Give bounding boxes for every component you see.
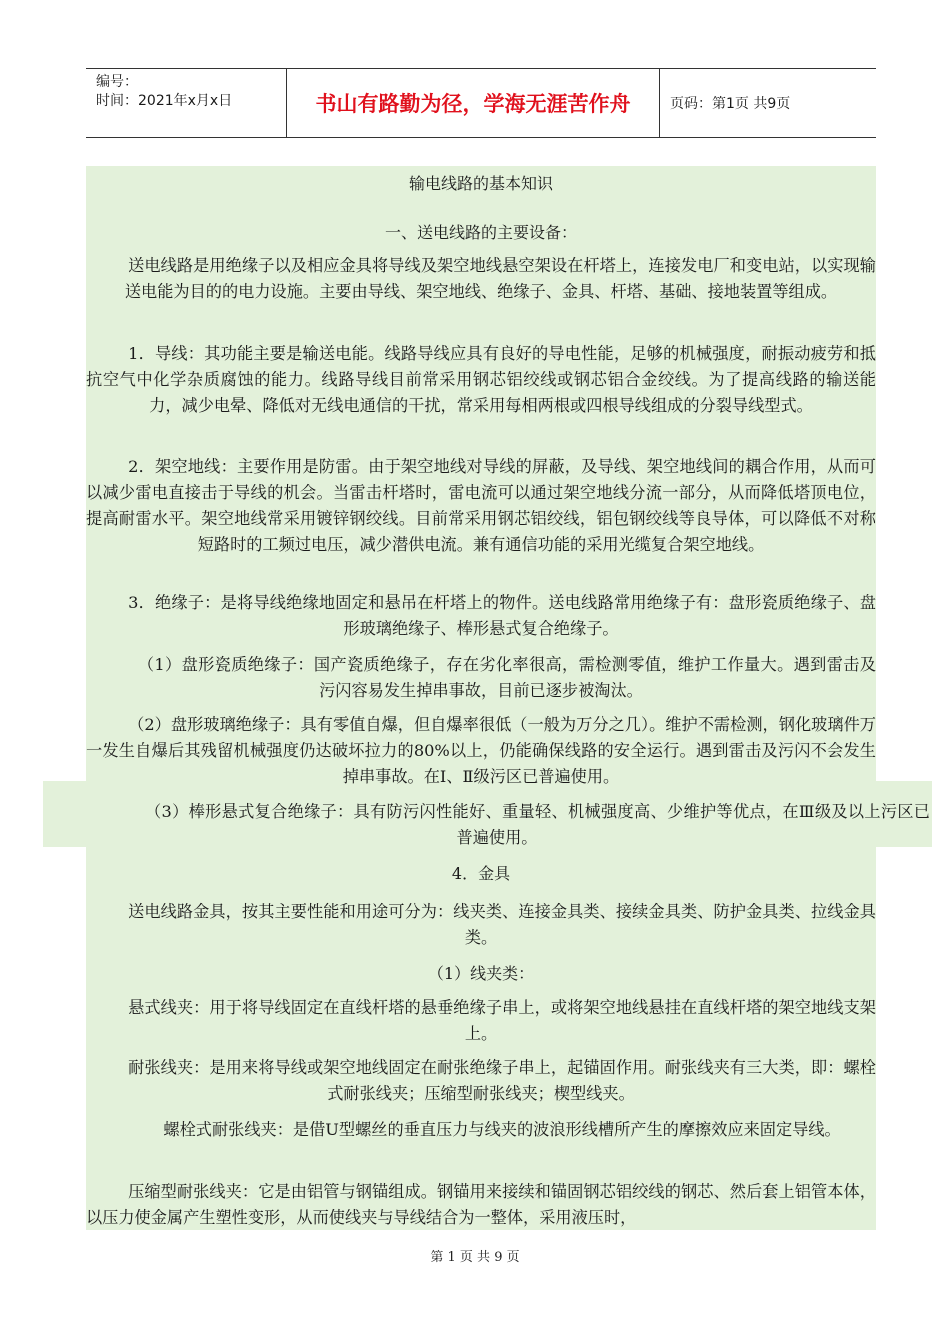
paragraph-fittings: 送电线路金具，按其主要性能和用途可分为：线夹类、连接金具类、接续金具类、防护金具类、拉线金具类。: [128, 902, 876, 947]
paragraph-conductor: 1．导线：其功能主要是输送电能。线路导线应具有良好的导电性能，足够的机械强度，耐振动疲劳和抵抗空气中化学杂质腐蚀的能力。线路导线目前常采用钢芯铝绞线或钢芯铝合金绞线。为了提高线路的输送能力，减少电晕、降低对无线电通信的干扰，常采用每相两根或四根导线组成的分裂导线型式。: [86, 344, 876, 415]
motto: 书山有路勤为径，学海无涯苦作舟: [315, 92, 631, 116]
paragraph-suspension-clamp: 悬式线夹：用于将导线固定在直线杆塔的悬垂绝缘子串上，或将架空地线悬挂在直线杆塔的架空地线支架上。: [128, 998, 876, 1043]
number-label: 编号：: [96, 74, 138, 90]
page-label: 页码：第1页 共9页: [670, 96, 791, 112]
section-heading: 一、送电线路的主要设备：: [384, 223, 577, 242]
time-label: 时间：2021年x月x日: [96, 93, 233, 109]
page-footer: 第 1 页 共 9 页: [430, 1250, 520, 1265]
header-meta: [86, 69, 286, 137]
paragraph-insulator: 3．绝缘子：是将导线绝缘地固定和悬吊在杆塔上的物件。送电线路常用绝缘子有：盘形瓷质绝缘子、盘形玻璃绝缘子、棒形悬式复合绝缘子。: [128, 593, 876, 638]
paragraph-ground-wire: 2．架空地线：主要作用是防雷。由于架空地线对导线的屏蔽，及导线、架空地线间的耦合作用，从而可以减少雷电直接击于导线的机会。当雷击杆塔时，雷电流可以通过架空地线分流一部分，从而降低塔顶电位，提高耐雷水平。架空地线常采用镀锌钢绞线。目前常采用钢芯铝绞线，铝包钢绞线等良导体，可以降低不对称短路时的工频过电压，减少潜供电流。兼有通信功能的采用光缆复合架空地线。: [86, 457, 876, 554]
paragraph-composite: （3）棒形悬式复合绝缘子：具有防污闪性能好、重量轻、机械强度高、少维护等优点，在Ⅲ级及以上污区已普遍使用。: [145, 802, 930, 847]
paragraph-porcelain: （1）盘形瓷质绝缘子：国产瓷质绝缘子，存在劣化率很高，需检测零值，维护工作量大。遇到雷击及污闪容易发生掉串事故，目前已逐步被淘汰。: [137, 655, 876, 700]
document-title: 输电线路的基本知识: [408, 174, 553, 193]
paragraph-compression-clamp: 压缩型耐张线夹：它是由铝管与钢锚组成。钢锚用来接续和锚固钢芯铝绞线的钢芯、然后套上铝管本体，以压力使金属产生塑性变形，从而使线夹与导线结合为一整体，采用液压时，: [86, 1182, 876, 1227]
paragraph-bolt-clamp: 螺栓式耐张线夹：是借U型螺丝的垂直压力与线夹的波浪形线槽所产生的摩擦效应来固定导线。: [163, 1120, 841, 1139]
paragraph-tension-clamp: 耐张线夹：是用来将导线或架空地线固定在耐张绝缘子串上，起锚固作用。耐张线夹有三大类，即：螺栓式耐张线夹；压缩型耐张线夹；楔型线夹。: [128, 1058, 876, 1103]
paragraph-intro: 送电线路是用绝缘子以及相应金具将导线及架空地线悬空架设在杆塔上，连接发电厂和变电站，以实现输送电能为目的的电力设施。主要由导线、架空地线、绝缘子、金具、杆塔、基础、接地装置等组成。: [124, 256, 876, 301]
heading-clamps: （1）线夹类：: [427, 964, 535, 983]
page-header: [86, 68, 876, 138]
paragraph-glass: （2）盘形玻璃绝缘子：具有零值自爆，但自爆率很低（一般为万分之几）。维护不需检测，钢化玻璃件万一发生自爆后其残留机械强度仍达破坏拉力的80%以上，仍能确保线路的安全运行。遇到雷击及污闪不会发生掉串事故。在Ⅰ、Ⅱ级污区已普遍使用。: [86, 715, 876, 786]
heading-fittings: 4．金具: [451, 864, 511, 883]
